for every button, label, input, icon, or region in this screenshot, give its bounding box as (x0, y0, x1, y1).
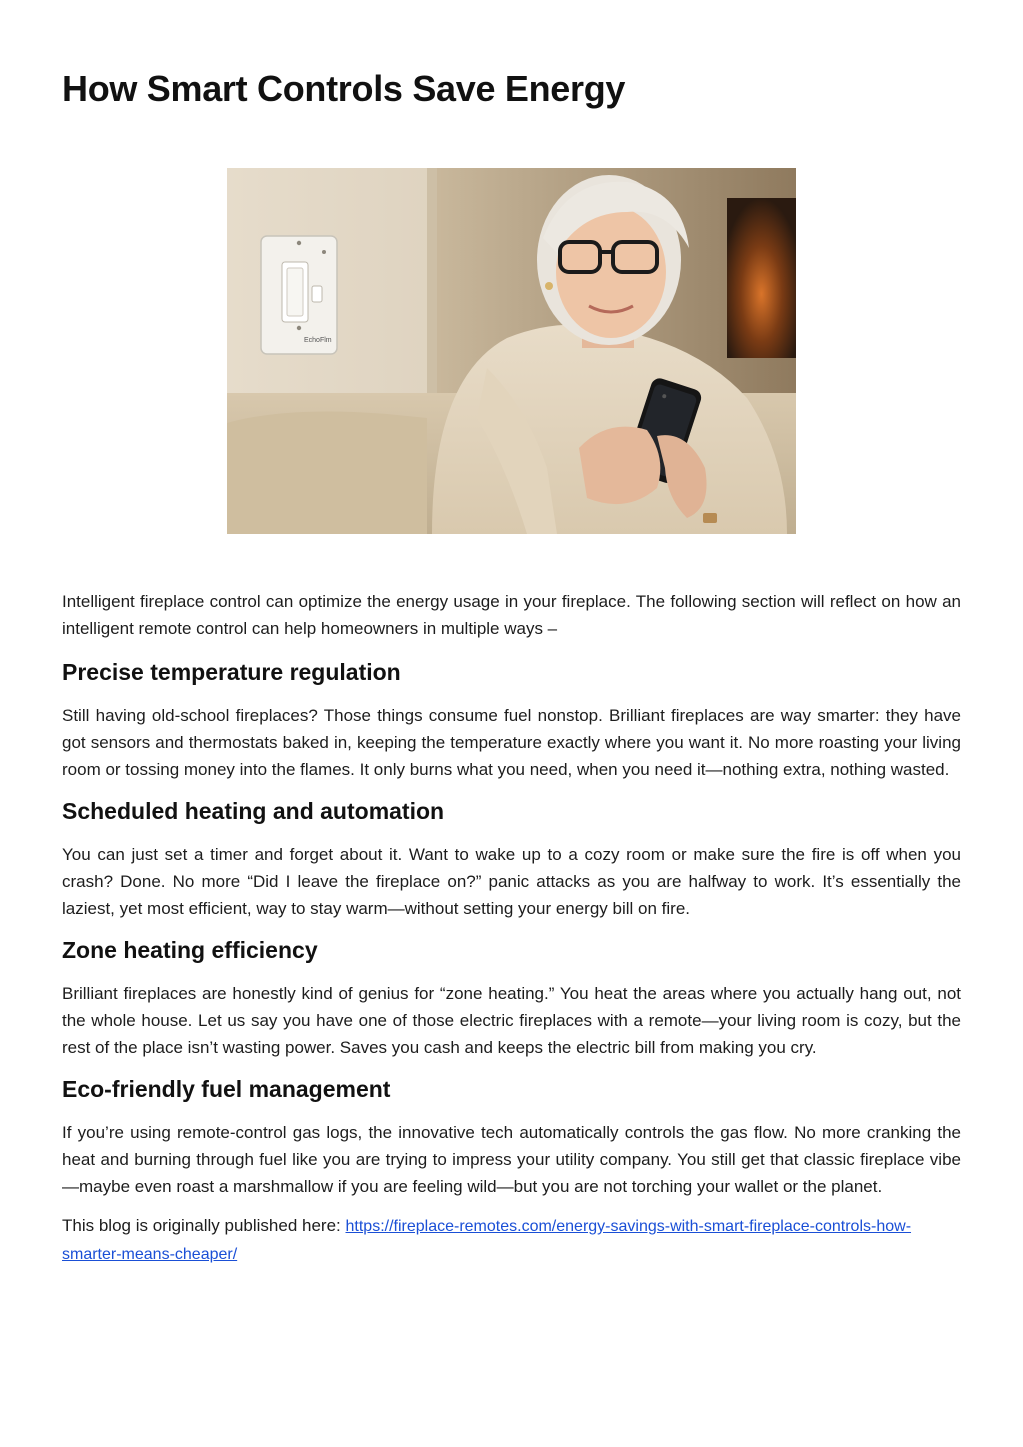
section-paragraph: If you’re using remote-control gas logs, the innovative tech automatically controls the gas flow. No more cranking the heat and burning through fuel like you are trying to impress your utility company. You still get that classic fireplace vibe—maybe even roast a marshmallow if you are feeling wild—but you are not torching your wallet or the planet. (62, 1123, 961, 1196)
section-heading: Zone heating efficiency (62, 937, 318, 963)
section-paragraph: Still having old-school fireplaces? Those things consume fuel nonstop. Brilliant fireplaces are way smarter: they have got sensors and thermostats baked in, keeping the temperature exactly where you want it. No more roasting your living room or tossing money into the flames. It only burns what you need, when you need it—nothing extra, nothing wasted. (62, 706, 961, 779)
article-body (62, 588, 961, 1280)
wall-switch (261, 236, 337, 354)
page-title: How Smart Controls Save Energy (62, 68, 626, 109)
source-note (62, 1212, 961, 1268)
source-prefix: This blog is originally published here: (62, 1216, 346, 1235)
svg-text:EchoFlm: EchoFlm (304, 337, 332, 344)
section-paragraph: You can just set a timer and forget about it. Want to wake up to a cozy room or make sure the fire is off when you crash? Done. No more “Did I leave the fireplace on?” panic attacks as you are halfway to work. It’s essentially the laziest, yet most efficient, way to stay warm—without setting your energy bill on fire. (62, 845, 961, 918)
section-heading: Eco-friendly fuel management (62, 1076, 391, 1102)
section-heading: Scheduled heating and automation (62, 798, 445, 824)
section-paragraph: Brilliant fireplaces are honestly kind of genius for “zone heating.” You heat the areas where you actually hang out, not the whole house. Let us say you have one of those electric fireplaces with a remote—your living room is cozy, but the rest of the place isn’t wasting power. Saves you cash and keeps the electric bill from making you cry. (62, 984, 961, 1057)
hero-image (227, 168, 796, 534)
source-link[interactable]: https://fireplace-remotes.com/energy-savings-with-smart-fireplace-controls-how-smarter-means-cheaper/ (62, 1218, 912, 1263)
intro-paragraph: Intelligent fireplace control can optimize the energy usage in your fireplace. The following section will reflect on how an intelligent remote control can help homeowners in multiple ways – (62, 592, 961, 638)
section-heading: Precise temperature regulation (62, 659, 401, 685)
